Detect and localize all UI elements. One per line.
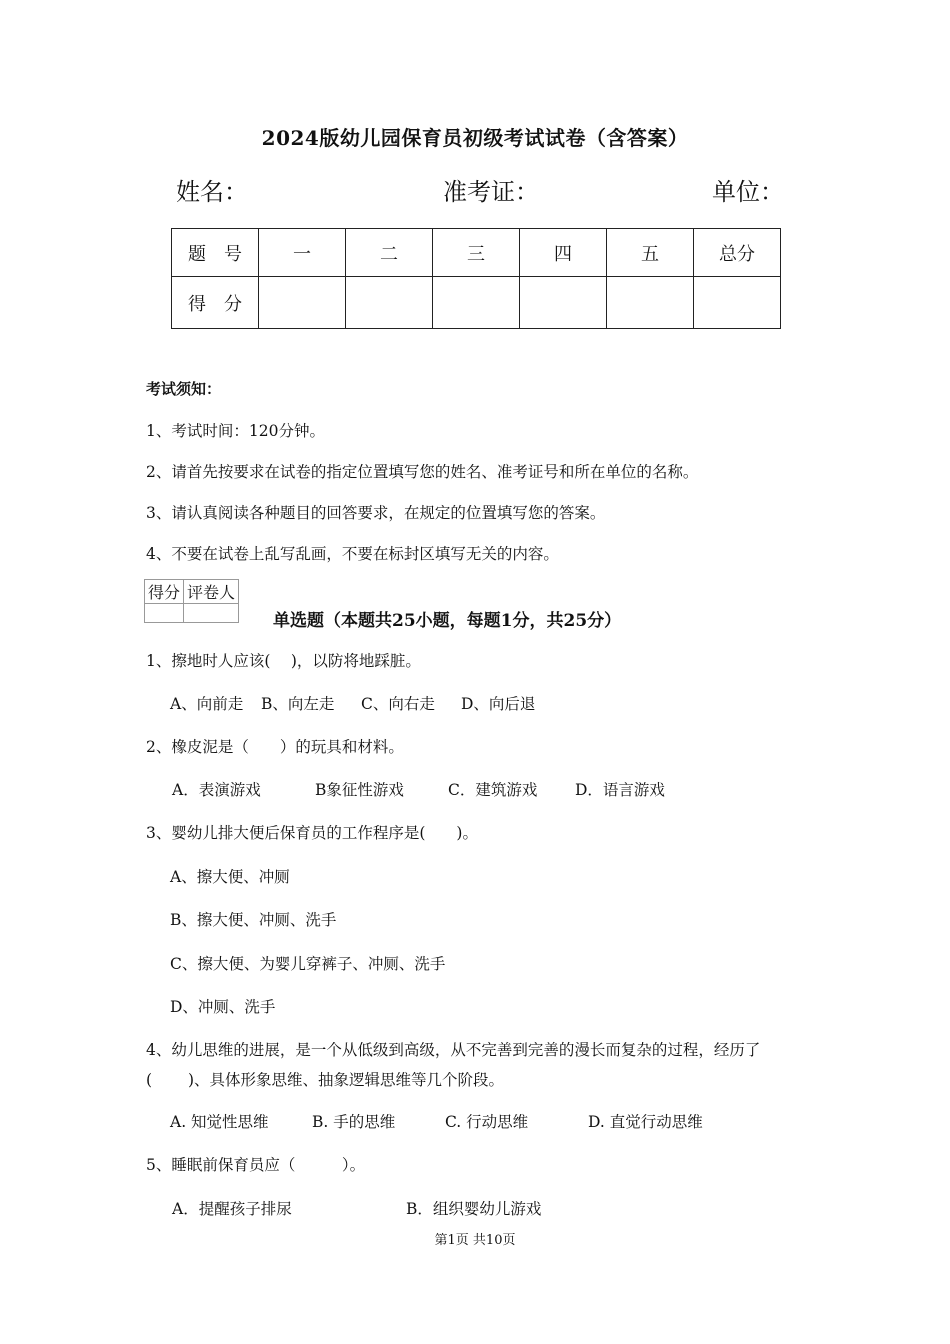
option: B. 手的思维: [312, 1113, 396, 1131]
option: D. 直觉行动思维: [588, 1113, 703, 1131]
unit-field-label: 单位：: [712, 178, 784, 206]
grader-name-cell[interactable]: [184, 604, 239, 623]
name-field-label: 姓名：: [176, 178, 248, 206]
option: C、向右走: [361, 695, 435, 713]
page-footer: 第1页 共10页: [434, 1233, 516, 1248]
score-cell[interactable]: [433, 277, 520, 329]
score-header-label: 题 号: [172, 229, 259, 277]
notice-item: 2、请首先按要求在试卷的指定位置填写您的姓名、准考证号和所在单位的名称。: [146, 463, 699, 481]
score-row-label: 得 分: [172, 277, 259, 329]
option: D、向后退: [461, 695, 536, 713]
score-header-2: 二: [346, 229, 433, 277]
question-stem-continued: ( )、具体形象思维、抽象逻辑思维等几个阶段。: [146, 1071, 505, 1089]
option: A．表演游戏: [172, 781, 261, 799]
question-stem: 4、幼儿思维的进展，是一个从低级到高级，从不完善到完善的漫长而复杂的过程，经历了: [146, 1041, 761, 1059]
score-header-5: 五: [607, 229, 694, 277]
score-header-total: 总分: [694, 229, 781, 277]
option: C. 行动思维: [445, 1113, 529, 1131]
score-cell[interactable]: [694, 277, 781, 329]
score-cell[interactable]: [346, 277, 433, 329]
exam-id-field-label: 准考证：: [443, 178, 539, 206]
option: A．提醒孩子排尿: [172, 1200, 292, 1218]
question-stem: 5、睡眠前保育员应（ ）。: [146, 1156, 366, 1174]
notice-item: 4、不要在试卷上乱写乱画，不要在标封区填写无关的内容。: [146, 545, 559, 563]
grader-name-label: 评卷人: [184, 580, 239, 604]
question-stem: 2、橡皮泥是（ ）的玩具和材料。: [146, 738, 404, 756]
score-header-1: 一: [259, 229, 346, 277]
option: B、向左走: [261, 695, 335, 713]
question-stem: 3、婴幼儿排大便后保育员的工作程序是( )。: [146, 824, 478, 842]
option: B．组织婴幼儿游戏: [406, 1200, 542, 1218]
section-title: 单选题（本题共25小题，每题1分，共25分）: [273, 611, 622, 631]
option: A. 知觉性思维: [170, 1113, 269, 1131]
score-cell[interactable]: [607, 277, 694, 329]
score-header-3: 三: [433, 229, 520, 277]
notice-heading: 考试须知：: [146, 380, 222, 398]
score-header-4: 四: [520, 229, 607, 277]
question-stem: 1、擦地时人应该( )，以防将地踩脏。: [146, 652, 421, 670]
score-table: [171, 228, 781, 329]
option: B象征性游戏: [315, 781, 404, 799]
score-cell[interactable]: [520, 277, 607, 329]
option: B、擦大便、冲厕、洗手: [170, 911, 337, 929]
notice-item: 3、请认真阅读各种题目的回答要求，在规定的位置填写您的答案。: [146, 504, 606, 522]
option: A、擦大便、冲厕: [170, 868, 290, 886]
option: C、擦大便、为婴儿穿裤子、冲厕、洗手: [170, 955, 446, 973]
exam-title: 2024版幼儿园保育员初级考试试卷（含答案）: [261, 126, 689, 150]
grader-score-label: 得分: [145, 580, 184, 604]
notice-item: 1、考试时间：120分钟。: [146, 422, 325, 440]
option: D．语言游戏: [575, 781, 665, 799]
score-cell[interactable]: [259, 277, 346, 329]
option: D、冲厕、洗手: [170, 998, 276, 1016]
grader-score-cell[interactable]: [145, 604, 184, 623]
option: A、向前走: [170, 695, 244, 713]
option: C．建筑游戏: [448, 781, 538, 799]
grader-box: [144, 579, 239, 623]
